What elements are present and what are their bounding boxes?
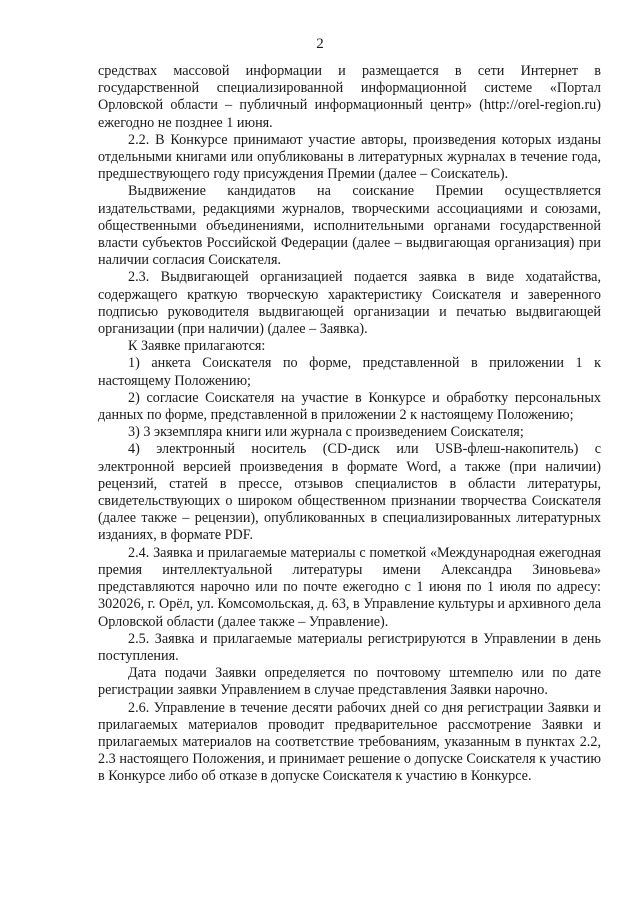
paragraph-2-4: 2.4. Заявка и прилагаемые материалы с пометкой «Международная ежегодная премия интеллектуальной литературы имени Александра Зиновьева» представляются нарочно или по почте ежегодно с 1 июня по 1 июля по адресу: 302026, г. Орёл, ул. Комсомольская, д. 63, в Управление культуры и архивного дела Орловской области (далее также – Управление). (98, 544, 602, 630)
paragraph-2-6: 2.6. Управление в течение десяти рабочих дней со дня регистрации Заявки и прилагаемых материалов проводит предварительное рассмотрение Заявки и прилагаемых материалов на соответствие требованиям, указанным в пунктах 2.2, 2.3 настоящего Положения, и принимает решение о допуске Соискателя к участию в Конкурсе либо об отказе в допуске Соискателя к участию в Конкурсе. (98, 699, 601, 785)
paragraph-nomination: Выдвижение кандидатов на соискание Премии осуществляется издательствами, редакциями журналов, творческими ассоциациями и союзами, общественными объединениями, исполнительными органами государственной власти субъектов Российской Федерации (далее – выдвигающая организация) при наличии согласия Соискателя. (98, 183, 601, 269)
paragraph-continuation: средствах массовой информации и размещается в сети Интернет в государственной специализированной информационной системе «Портал Орловской области – публичный информационный центр» (http://orel-region.ru) ежегодно не позднее 1 июня. (98, 63, 601, 131)
paragraph-attachments-intro: К Заявке прилагаются: (128, 338, 266, 355)
list-item-2: 2) согласие Соискателя на участие в Конкурсе и обработку персональных данных по форме, представленной в приложении 2 к настоящему Положению; (98, 389, 601, 424)
list-item-3: 3) 3 экземпляра книги или журнала с произведением Соискателя; (128, 424, 524, 441)
paragraph-2-3: 2.3. Выдвигающей организацией подается заявка в виде ходатайства, содержащего краткую творческую характеристику Соискателя и заверенного подписью руководителя выдвигающей организации и печатью выдвигающей организации (при наличии) (далее – Заявка). (98, 269, 601, 338)
paragraph-2-5: 2.5. Заявка и прилагаемые материалы регистрируются в Управлении в день поступления. (98, 630, 601, 664)
page-number: 2 (316, 36, 324, 52)
paragraph-submission-date: Дата подачи Заявки определяется по почтовому штемпелю или по дате регистрации заявки Управлением в случае представления Заявки нарочно. (98, 665, 601, 699)
paragraph-2-2: 2.2. В Конкурсе принимают участие авторы, произведения которых изданы отдельными книгами или опубликованы в литературных журналах в течение года, предшествующего году присуждения Премии (далее – Соискатель). (98, 131, 601, 183)
list-item-4: 4) электронный носитель (CD-диск или USB-флеш-накопитель) с электронной версией произведения в формате Word, а также (при наличии) рецензий, статей в прессе, отзывов специалистов в области литературы, свидетельствующих о широком общественном признании творчества Соискателя (далее также – рецензии), опубликованных в специализированных литературных изданиях, в формате PDF. (98, 441, 601, 544)
document-body (98, 63, 601, 786)
list-item-1: 1) анкета Соискателя по форме, представленной в приложении 1 к настоящему Положению; (98, 355, 601, 389)
